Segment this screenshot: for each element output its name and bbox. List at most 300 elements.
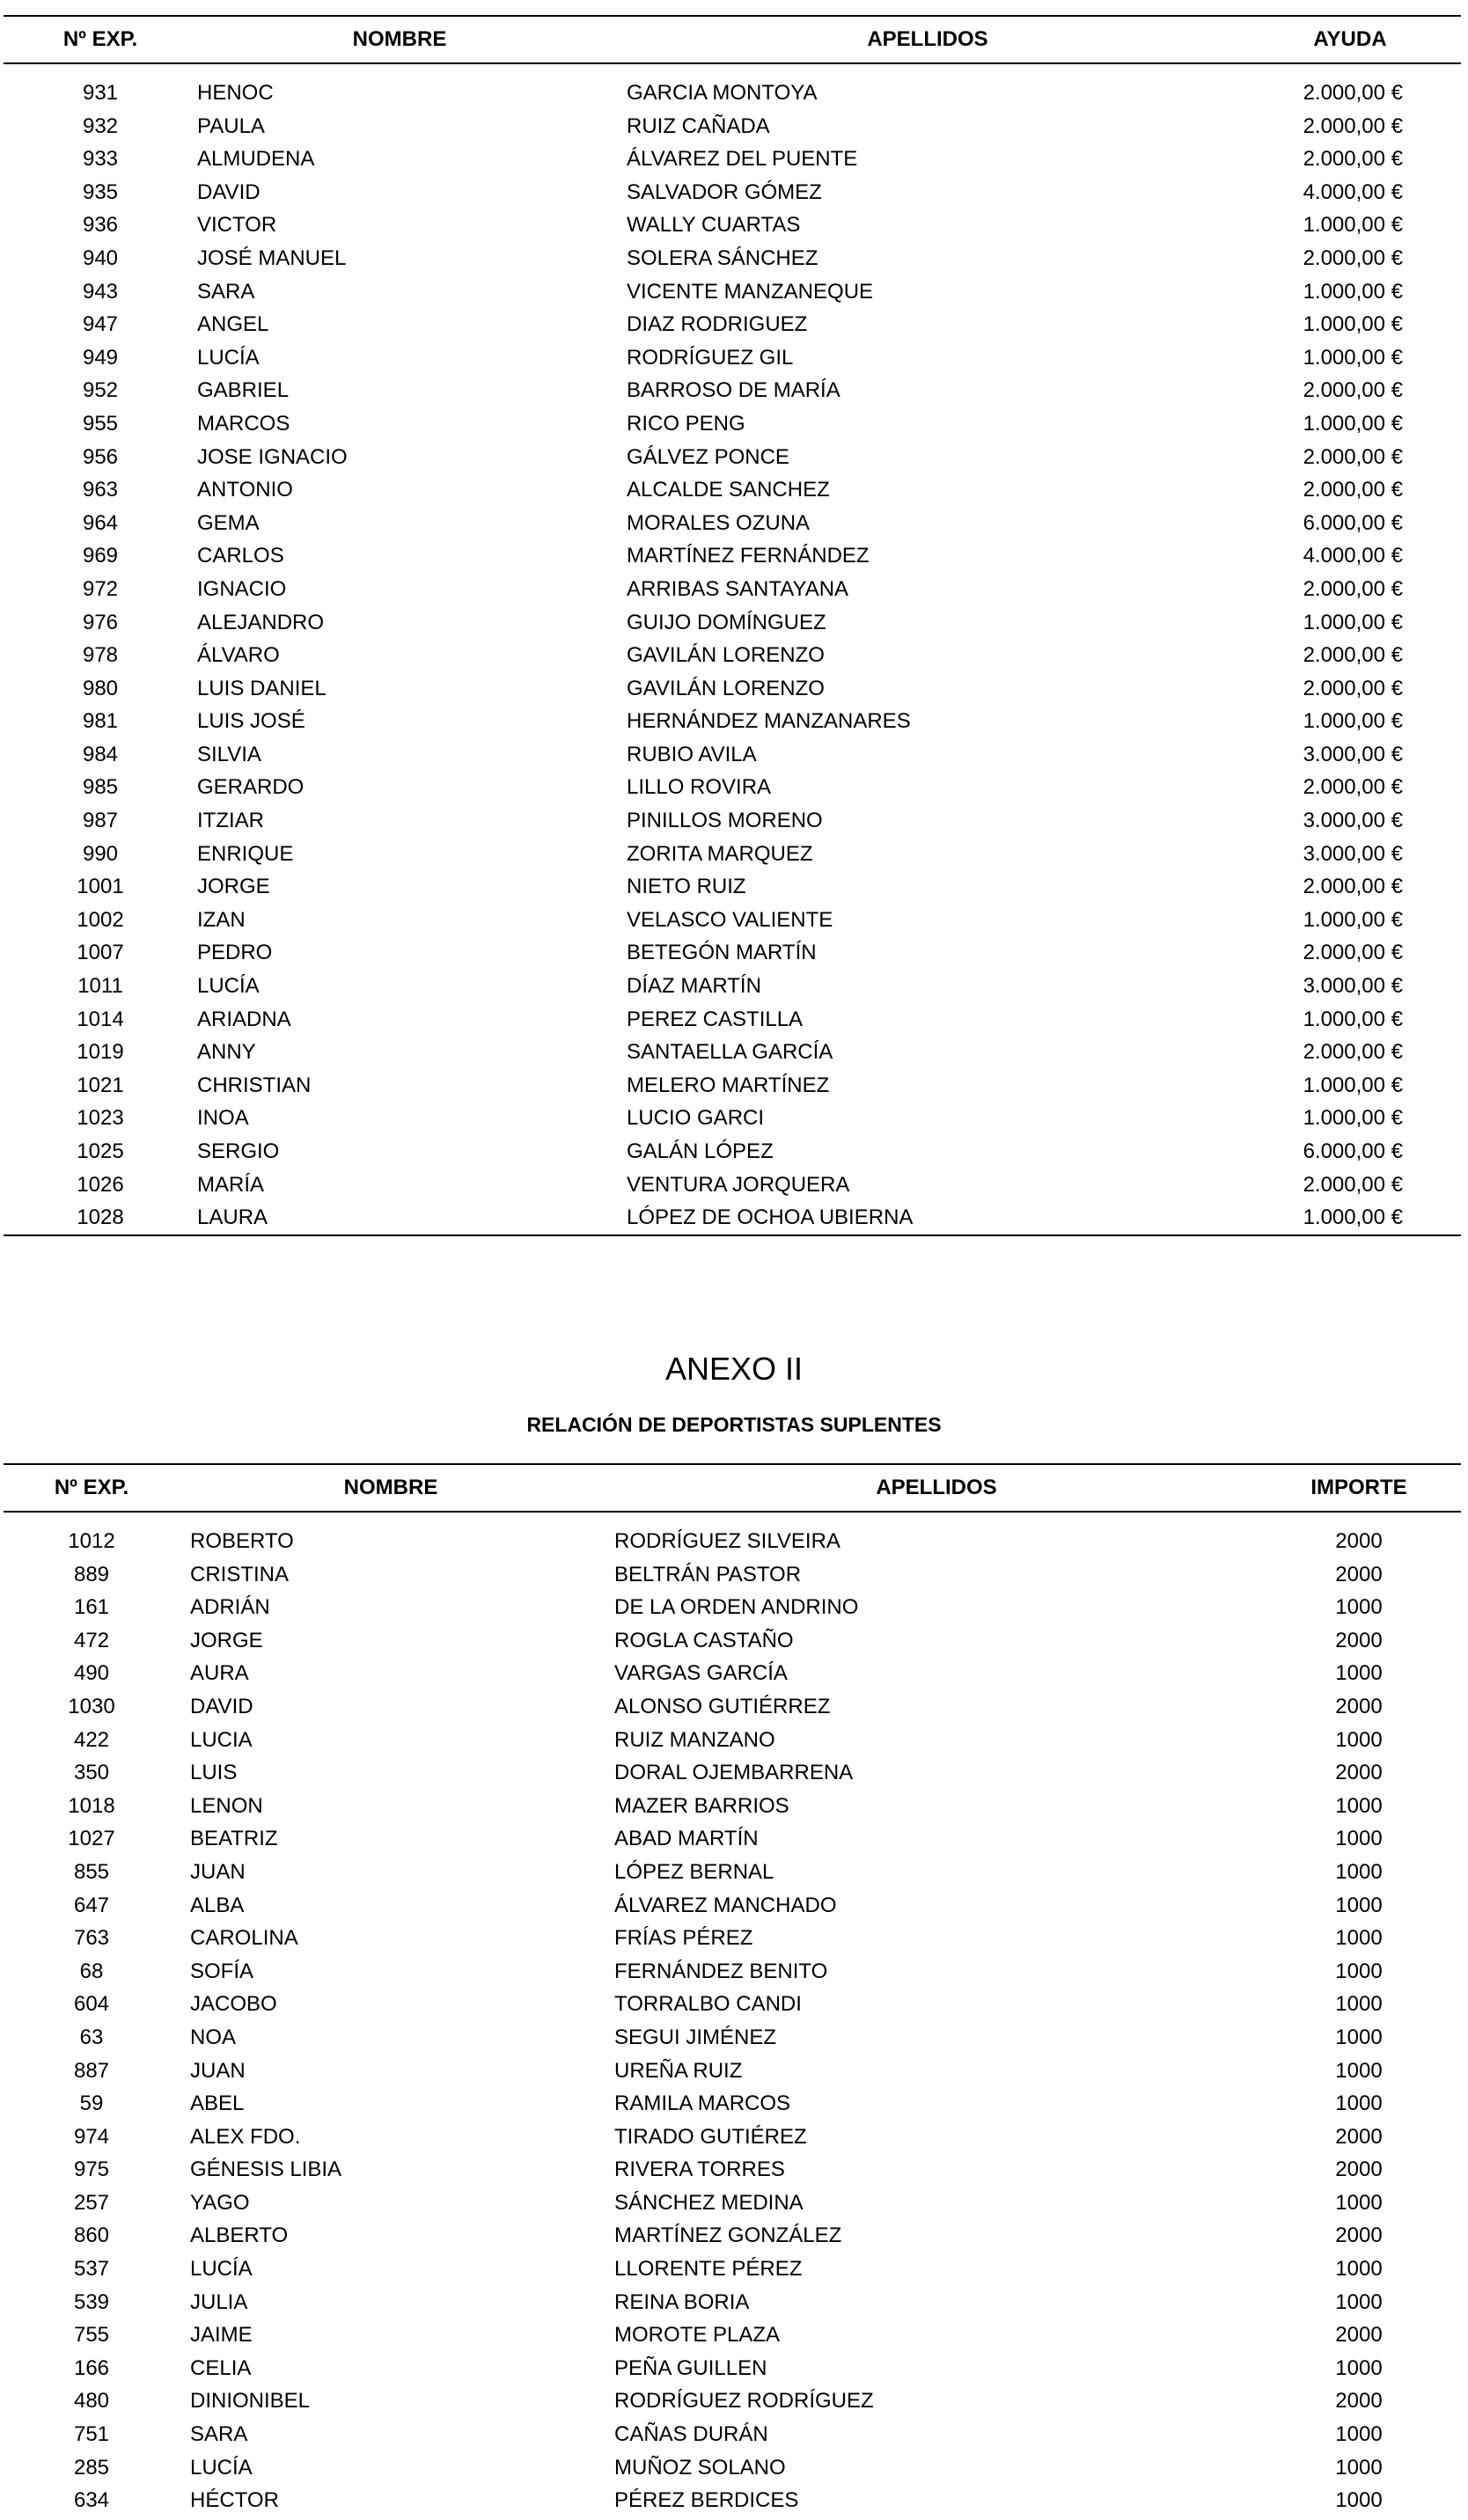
exp-cell: 985 (82, 775, 119, 800)
exp-cell: 887 (73, 2058, 110, 2083)
amount-cell: 2.000,00 € (1303, 147, 1403, 172)
table-row (4, 1955, 1461, 1989)
exp-cell: 1001 (77, 875, 124, 899)
nombre-cell: ARIADNA (197, 1007, 291, 1031)
nombre-cell: CARLOS (197, 544, 284, 568)
nombre-cell: LUCÍA (190, 2257, 253, 2282)
nombre-cell: HENOC (197, 81, 274, 105)
nombre-cell: JUAN (190, 1859, 246, 1884)
amount-cell: 6.000,00 € (1303, 510, 1403, 535)
nombre-cell: GÉNESIS LIBIA (190, 2157, 342, 2182)
amount-cell: 4.000,00 € (1303, 544, 1403, 568)
amount-cell: 3.000,00 € (1303, 841, 1403, 866)
exp-cell: 1002 (77, 907, 124, 932)
amount-cell: 2000 (1335, 1761, 1383, 1785)
nombre-cell: SARA (190, 2422, 248, 2447)
table-row (4, 1856, 1461, 1889)
apellidos-cell: LÓPEZ DE OCHOA UBIERNA (627, 1205, 914, 1230)
header-exp: Nº EXP. (62, 27, 138, 51)
table-row (4, 639, 1461, 672)
exp-cell: 984 (82, 742, 119, 766)
table-row (4, 1003, 1461, 1037)
apellidos-cell: ALCALDE SANCHEZ (627, 478, 830, 502)
nombre-cell: ALBERTO (190, 2223, 289, 2248)
apellidos-cell: ÁLVAREZ MANCHADO (614, 1893, 837, 1917)
exp-cell: 1012 (68, 1529, 115, 1553)
apellidos-cell: LUCIO GARCI (627, 1106, 765, 1131)
nombre-cell: BEATRIZ (190, 1827, 278, 1851)
apellidos-cell: TIRADO GUTIÉREZ (614, 2124, 807, 2149)
table-row (4, 1624, 1461, 1658)
apellidos-cell: GARCIA MONTOYA (627, 81, 818, 105)
apellidos-cell: NIETO RUIZ (627, 875, 746, 899)
nombre-cell: ALEJANDRO (197, 610, 325, 634)
apellidos-cell: HERNÁNDEZ MANZANARES (627, 709, 911, 734)
amount-cell: 2.000,00 € (1303, 478, 1403, 502)
amount-cell: 1000 (1335, 2190, 1383, 2215)
apellidos-cell: ROGLA CASTAÑO (614, 1628, 794, 1652)
table-row (4, 242, 1461, 275)
nombre-cell: SILVIA (197, 742, 261, 766)
exp-cell: 68 (79, 1959, 104, 1983)
exp-cell: 1028 (77, 1205, 124, 1230)
amount-cell: 1.000,00 € (1303, 709, 1403, 734)
nombre-cell: INOA (197, 1106, 249, 1131)
exp-cell: 1023 (77, 1106, 124, 1131)
apellidos-cell: VELASCO VALIENTE (627, 907, 833, 932)
nombre-cell: LUCÍA (197, 974, 260, 999)
exp-cell: 755 (73, 2323, 110, 2348)
amount-cell: 1.000,00 € (1303, 1007, 1403, 1031)
nombre-cell: LUIS (190, 1761, 238, 1785)
nombre-cell: LUIS JOSÉ (197, 709, 305, 734)
exp-cell: 166 (73, 2355, 110, 2380)
header-nombre: NOMBRE (343, 1476, 438, 1499)
exp-cell: 285 (73, 2455, 110, 2480)
apellidos-cell: VARGAS GARCÍA (614, 1661, 788, 1686)
nombre-cell: LENON (190, 1793, 263, 1818)
nombre-cell: JAIME (190, 2323, 253, 2348)
nombre-cell: JUAN (190, 2058, 246, 2083)
table-row (4, 2418, 1461, 2451)
table-row (4, 1988, 1461, 2021)
table-row (4, 308, 1461, 341)
apellidos-cell: DIAZ RODRIGUEZ (627, 312, 808, 337)
apellidos-cell: DÍAZ MARTÍN (627, 974, 761, 999)
apellidos-cell: MORALES OZUNA (627, 510, 811, 535)
exp-cell: 932 (82, 114, 119, 138)
nombre-cell: JOSE IGNACIO (197, 444, 348, 469)
header-ayuda: AYUDA (1313, 27, 1387, 51)
amount-cell: 1000 (1335, 1992, 1383, 2017)
nombre-cell: IGNACIO (197, 576, 287, 601)
annex-title: ANEXO II (664, 1351, 804, 1387)
apellidos-cell: RUBIO AVILA (627, 742, 757, 766)
nombre-cell: NOA (190, 2025, 237, 2049)
amount-cell: 1000 (1335, 1893, 1383, 1917)
apellidos-cell: GAVILÁN LORENZO (627, 676, 825, 700)
apellidos-cell: PEREZ CASTILLA (627, 1007, 804, 1031)
exp-cell: 539 (73, 2289, 110, 2314)
table-row (4, 507, 1461, 540)
nombre-cell: ALBA (190, 1893, 245, 1917)
apellidos-cell: RUIZ MANZANO (614, 1727, 775, 1752)
table-row (4, 705, 1461, 738)
amount-cell: 6.000,00 € (1303, 1139, 1403, 1163)
apellidos-cell: GUIJO DOMÍNGUEZ (627, 610, 826, 634)
exp-cell: 257 (73, 2190, 110, 2215)
nombre-cell: CELIA (190, 2355, 252, 2380)
exp-cell: 981 (82, 709, 119, 734)
exp-cell: 1011 (77, 974, 123, 999)
amount-cell: 2000 (1335, 1628, 1383, 1652)
amount-cell: 2.000,00 € (1303, 114, 1403, 138)
amount-cell: 1.000,00 € (1303, 213, 1403, 238)
exp-cell: 949 (82, 345, 119, 370)
nombre-cell: DINIONIBEL (190, 2389, 311, 2414)
apellidos-cell: LILLO ROVIRA (627, 775, 772, 800)
exp-cell: 889 (73, 1562, 110, 1586)
exp-cell: 751 (73, 2422, 110, 2447)
table-row (4, 2352, 1461, 2385)
table-row (4, 1135, 1461, 1168)
amount-cell: 2000 (1335, 2223, 1383, 2248)
table-row (4, 110, 1461, 143)
nombre-cell: AURA (190, 1661, 249, 1686)
apellidos-cell: RIVERA TORRES (614, 2157, 785, 2182)
exp-cell: 980 (82, 676, 119, 700)
apellidos-cell: SEGUI JIMÉNEZ (614, 2025, 777, 2049)
exp-cell: 1014 (77, 1007, 124, 1031)
apellidos-cell: FERNÁNDEZ BENITO (614, 1959, 828, 1983)
table-row (4, 1790, 1461, 1823)
apellidos-cell: GÁLVEZ PONCE (627, 444, 789, 469)
apellidos-cell: RICO PENG (627, 411, 745, 436)
amount-cell: 2.000,00 € (1303, 1040, 1403, 1065)
amount-cell: 1.000,00 € (1303, 1205, 1403, 1230)
apellidos-cell: BARROSO DE MARÍA (627, 378, 840, 403)
table-row (4, 904, 1461, 937)
exp-cell: 933 (82, 147, 119, 172)
table-row (4, 374, 1461, 407)
header-nombre: NOMBRE (352, 27, 447, 51)
exp-cell: 1018 (68, 1793, 115, 1818)
exp-cell: 1019 (77, 1040, 124, 1065)
table-row (4, 1036, 1461, 1069)
exp-cell: 990 (82, 841, 119, 866)
table-row (4, 1525, 1461, 1558)
nombre-cell: CRISTINA (190, 1562, 290, 1586)
table-row (4, 407, 1461, 441)
apellidos-cell: ABAD MARTÍN (614, 1827, 759, 1851)
amount-cell: 2000 (1335, 1694, 1383, 1718)
nombre-cell: SOFÍA (190, 1959, 254, 1983)
table-row (4, 936, 1461, 970)
table-row (4, 143, 1461, 176)
nombre-cell: JACOBO (190, 1992, 277, 2017)
table-row (4, 804, 1461, 838)
exp-cell: 647 (73, 1893, 110, 1917)
amount-cell: 1.000,00 € (1303, 1106, 1403, 1131)
amount-cell: 2000 (1335, 2124, 1383, 2149)
amount-cell: 2.000,00 € (1303, 643, 1403, 668)
apellidos-cell: RAMILA MARCOS (614, 2091, 791, 2116)
table-row (4, 275, 1461, 309)
table-row (4, 1889, 1461, 1923)
amount-cell: 1.000,00 € (1303, 907, 1403, 932)
table-row (4, 341, 1461, 375)
aid-table-header (4, 15, 1461, 64)
table-row (4, 1168, 1461, 1202)
apellidos-cell: CAÑAS DURÁN (614, 2422, 768, 2447)
amount-cell: 2000 (1335, 1562, 1383, 1586)
exp-cell: 931 (82, 81, 119, 105)
apellidos-cell: MAZER BARRIOS (614, 1793, 789, 1818)
exp-cell: 480 (73, 2389, 110, 2414)
amount-cell: 1.000,00 € (1303, 345, 1403, 370)
table-row (4, 2087, 1461, 2121)
exp-cell: 537 (73, 2257, 110, 2282)
nombre-cell: JORGE (190, 1628, 263, 1652)
nombre-cell: JOSÉ MANUEL (197, 245, 347, 270)
table-row (4, 1558, 1461, 1592)
nombre-cell: LUCÍA (197, 345, 260, 370)
table-row (4, 1201, 1461, 1234)
apellidos-cell: RUIZ CAÑADA (627, 114, 770, 138)
table-row (4, 2286, 1461, 2319)
apellidos-cell: ÁLVAREZ DEL PUENTE (627, 147, 858, 172)
apellidos-cell: LLORENTE PÉREZ (614, 2257, 803, 2282)
amount-cell: 2.000,00 € (1303, 941, 1403, 965)
nombre-cell: PEDRO (197, 941, 273, 965)
table-row (4, 771, 1461, 804)
apellidos-cell: ARRIBAS SANTAYANA (627, 576, 849, 601)
amount-cell: 1000 (1335, 2091, 1383, 2116)
exp-cell: 1007 (77, 941, 124, 965)
substitutes-table-body (4, 1513, 1461, 2517)
amount-cell: 1000 (1335, 1859, 1383, 1884)
apellidos-cell: MARTÍNEZ FERNÁNDEZ (627, 544, 870, 568)
apellidos-cell: VICENTE MANZANEQUE (627, 279, 874, 304)
exp-cell: 63 (79, 2025, 104, 2049)
apellidos-cell: PEÑA GUILLEN (614, 2355, 767, 2380)
amount-cell: 2.000,00 € (1303, 875, 1403, 899)
amount-cell: 1000 (1335, 2455, 1383, 2480)
amount-cell: 1000 (1335, 1727, 1383, 1752)
amount-cell: 1000 (1335, 2355, 1383, 2380)
table-row (4, 1822, 1461, 1856)
table-row (4, 2121, 1461, 2154)
table-row (4, 441, 1461, 474)
amount-cell: 1000 (1335, 1793, 1383, 1818)
table-row (4, 1724, 1461, 1757)
apellidos-cell: SANTAELLA GARCÍA (627, 1040, 833, 1065)
amount-cell: 2.000,00 € (1303, 676, 1403, 700)
apellidos-cell: GALÁN LÓPEZ (627, 1139, 774, 1163)
exp-cell: 963 (82, 478, 119, 502)
amount-cell: 1.000,00 € (1303, 1073, 1403, 1097)
nombre-cell: MARÍA (197, 1172, 265, 1197)
amount-cell: 1000 (1335, 1595, 1383, 1620)
apellidos-cell: MARTÍNEZ GONZÁLEZ (614, 2223, 842, 2248)
nombre-cell: GERARDO (197, 775, 305, 800)
table-row (4, 2055, 1461, 2088)
table-row (4, 606, 1461, 640)
header-importe: IMPORTE (1310, 1476, 1407, 1499)
substitutes-table-header (4, 1463, 1461, 1513)
apellidos-cell: VENTURA JORQUERA (627, 1172, 850, 1197)
amount-cell: 3.000,00 € (1303, 974, 1403, 999)
exp-cell: 1026 (77, 1172, 124, 1197)
nombre-cell: HÉCTOR (190, 2488, 279, 2513)
table-row (4, 1922, 1461, 1955)
exp-cell: 974 (73, 2124, 110, 2149)
table-row (4, 1756, 1461, 1790)
exp-cell: 1027 (68, 1827, 115, 1851)
table-row (4, 2319, 1461, 2352)
header-apellidos: APELLIDOS (867, 27, 988, 51)
amount-cell: 1000 (1335, 2289, 1383, 2314)
amount-cell: 2.000,00 € (1303, 775, 1403, 800)
exp-cell: 987 (82, 809, 119, 833)
nombre-cell: DAVID (197, 179, 261, 204)
nombre-cell: IZAN (197, 907, 246, 932)
nombre-cell: YAGO (190, 2190, 250, 2215)
table-row (4, 1690, 1461, 1724)
header-apellidos: APELLIDOS (876, 1476, 997, 1499)
apellidos-cell: MUÑOZ SOLANO (614, 2455, 786, 2480)
apellidos-cell: MOROTE PLAZA (614, 2323, 781, 2348)
nombre-cell: MARCOS (197, 411, 290, 436)
aid-table (4, 15, 1461, 1236)
exp-cell: 1025 (77, 1139, 124, 1163)
table-row (4, 672, 1461, 706)
exp-cell: 978 (82, 643, 119, 668)
amount-cell: 1.000,00 € (1303, 411, 1403, 436)
exp-cell: 964 (82, 510, 119, 535)
aid-table-bottom-rule (4, 1234, 1461, 1236)
amount-cell: 2.000,00 € (1303, 444, 1403, 469)
exp-cell: 976 (82, 610, 119, 634)
exp-cell: 956 (82, 444, 119, 469)
exp-cell: 975 (73, 2157, 110, 2182)
exp-cell: 604 (73, 1992, 110, 2017)
amount-cell: 1000 (1335, 2058, 1383, 2083)
amount-cell: 1000 (1335, 1827, 1383, 1851)
amount-cell: 1000 (1335, 1959, 1383, 1983)
apellidos-cell: RODRÍGUEZ RODRÍGUEZ (614, 2389, 874, 2414)
nombre-cell: ADRIÁN (190, 1595, 270, 1620)
apellidos-cell: ALONSO GUTIÉRREZ (614, 1694, 831, 1718)
exp-cell: 972 (82, 576, 119, 601)
exp-cell: 855 (73, 1859, 110, 1884)
apellidos-cell: MELERO MARTÍNEZ (627, 1073, 830, 1097)
nombre-cell: SERGIO (197, 1139, 280, 1163)
amount-cell: 2000 (1335, 2323, 1383, 2348)
apellidos-cell: PINILLOS MORENO (627, 809, 823, 833)
amount-cell: 1000 (1335, 1661, 1383, 1686)
apellidos-cell: GAVILÁN LORENZO (627, 643, 825, 668)
table-row (4, 573, 1461, 606)
amount-cell: 3.000,00 € (1303, 742, 1403, 766)
nombre-cell: ÁLVARO (197, 643, 280, 668)
amount-cell: 4.000,00 € (1303, 179, 1403, 204)
table-row (4, 2219, 1461, 2253)
amount-cell: 2.000,00 € (1303, 245, 1403, 270)
nombre-cell: VICTOR (197, 213, 277, 238)
exp-cell: 490 (73, 1661, 110, 1686)
nombre-cell: CAROLINA (190, 1926, 298, 1951)
exp-cell: 935 (82, 179, 119, 204)
table-row (4, 539, 1461, 573)
apellidos-cell: PÉREZ BERDICES (614, 2488, 799, 2513)
table-row (4, 1657, 1461, 1690)
amount-cell: 3.000,00 € (1303, 809, 1403, 833)
nombre-cell: LAURA (197, 1205, 268, 1230)
amount-cell: 2.000,00 € (1303, 1172, 1403, 1197)
table-row (4, 2384, 1461, 2418)
amount-cell: 1000 (1335, 1926, 1383, 1951)
amount-cell: 2.000,00 € (1303, 81, 1403, 105)
exp-cell: 969 (82, 544, 119, 568)
nombre-cell: LUCÍA (190, 2455, 253, 2480)
nombre-cell: DAVID (190, 1694, 253, 1718)
table-row (4, 1591, 1461, 1624)
table-row (4, 209, 1461, 242)
nombre-cell: ABEL (190, 2091, 245, 2116)
apellidos-cell: WALLY CUARTAS (627, 213, 801, 238)
exp-cell: 472 (73, 1628, 110, 1652)
amount-cell: 1.000,00 € (1303, 312, 1403, 337)
aid-table-body (4, 64, 1461, 1234)
apellidos-cell: UREÑA RUIZ (614, 2058, 743, 2083)
header-exp: Nº EXP. (54, 1476, 129, 1499)
apellidos-cell: BELTRÁN PASTOR (614, 1562, 802, 1586)
table-row (4, 2484, 1461, 2517)
apellidos-cell: TORRALBO CANDI (614, 1992, 802, 2017)
table-row (4, 838, 1461, 871)
table-row (4, 738, 1461, 772)
amount-cell: 2000 (1335, 2389, 1383, 2414)
amount-cell: 1.000,00 € (1303, 610, 1403, 634)
exp-cell: 350 (73, 1761, 110, 1785)
annex-subtitle: RELACIÓN DE DEPORTISTAS SUPLENTES (526, 1413, 942, 1436)
nombre-cell: ANNY (197, 1040, 256, 1065)
exp-cell: 1021 (77, 1073, 124, 1097)
exp-cell: 955 (82, 411, 119, 436)
amount-cell: 2000 (1335, 1529, 1383, 1553)
exp-cell: 860 (73, 2223, 110, 2248)
amount-cell: 1000 (1335, 2257, 1383, 2282)
table-row (4, 176, 1461, 209)
apellidos-cell: RODRÍGUEZ GIL (627, 345, 794, 370)
nombre-cell: ENRIQUE (197, 841, 294, 866)
table-row (4, 473, 1461, 507)
nombre-cell: CHRISTIAN (197, 1073, 312, 1097)
table-row (4, 1102, 1461, 1135)
apellidos-cell: ZORITA MARQUEZ (627, 841, 813, 866)
amount-cell: 1000 (1335, 2025, 1383, 2049)
table-row (4, 970, 1461, 1003)
apellidos-cell: SÁNCHEZ MEDINA (614, 2190, 804, 2215)
apellidos-cell: BETEGÓN MARTÍN (627, 941, 817, 965)
apellidos-cell: LÓPEZ BERNAL (614, 1859, 774, 1884)
nombre-cell: ITZIAR (197, 809, 264, 833)
apellidos-cell: DORAL OJEMBARRENA (614, 1761, 854, 1785)
nombre-cell: JULIA (190, 2289, 248, 2314)
table-row (4, 2187, 1461, 2220)
substitutes-table (4, 1463, 1461, 2517)
